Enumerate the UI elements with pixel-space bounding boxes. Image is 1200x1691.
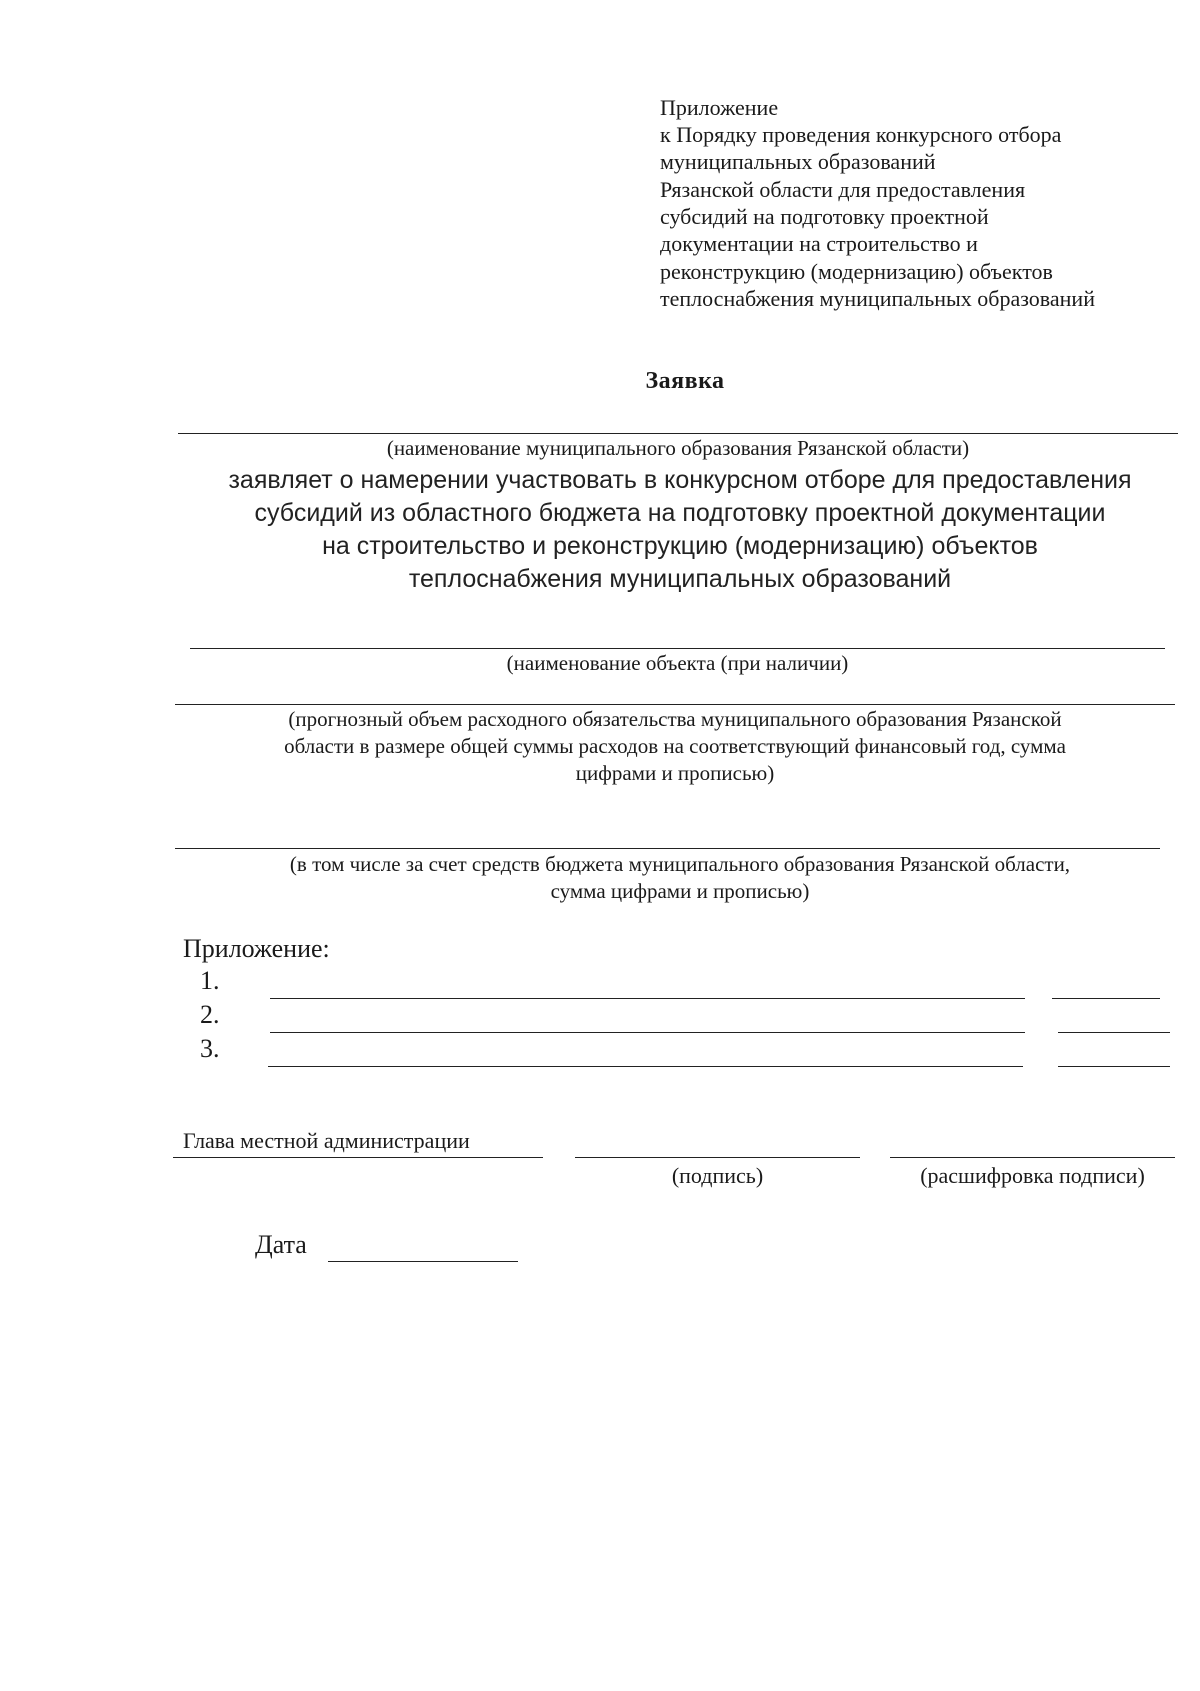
forecast-caption-line: цифрами и прописью) — [575, 761, 775, 785]
signature-line[interactable] — [575, 1157, 860, 1158]
date-line[interactable] — [328, 1261, 518, 1262]
header-line: субсидий на подготовку проектной — [660, 204, 989, 229]
header-line: муниципальных образований — [660, 149, 936, 174]
attachments-label: Приложение: — [183, 934, 330, 963]
signature-decoding-caption: (расшифровка подписи) — [920, 1163, 1145, 1188]
object-caption: (наименование объекта (при наличии) — [506, 651, 849, 675]
object-name-line[interactable] — [190, 648, 1165, 649]
attachment-2-pages-line[interactable] — [1058, 1032, 1170, 1033]
attachment-3-line[interactable] — [268, 1066, 1023, 1067]
municipality-name-line[interactable] — [178, 433, 1178, 434]
forecast-amount-line[interactable] — [175, 704, 1175, 705]
date-label: Дата — [255, 1230, 307, 1259]
attachment-1-line[interactable] — [270, 998, 1025, 999]
attachment-3-pages-line[interactable] — [1058, 1066, 1170, 1067]
header-line: документации на строительство и — [660, 231, 978, 256]
attachment-number: 2. — [200, 1000, 220, 1029]
attachment-number: 3. — [200, 1034, 220, 1063]
statement-line: субсидий из областного бюджета на подготовку проектной документации — [254, 499, 1106, 527]
budget-caption — [160, 851, 1200, 905]
header-line: теплоснабжения муниципальных образований — [660, 286, 1095, 311]
header-line: реконструкцию (модернизацию) объектов — [660, 259, 1053, 284]
header-line: Приложение — [660, 95, 779, 120]
header-line: Рязанской области для предоставления — [660, 177, 1026, 202]
attachment-1-pages-line[interactable] — [1052, 998, 1160, 999]
attachment-number: 1. — [200, 966, 220, 995]
municipality-caption: (наименование муниципального образования Рязанской области) — [386, 436, 970, 460]
statement-line: теплоснабжения муниципальных образований — [408, 565, 952, 593]
head-label-underline — [173, 1157, 543, 1158]
head-of-administration-label: Глава местной администрации — [183, 1128, 470, 1153]
header-line: к Порядку проведения конкурсного отбора — [660, 122, 1062, 147]
forecast-caption — [150, 706, 1200, 787]
budget-amount-line[interactable] — [175, 848, 1160, 849]
page-title: Заявка — [645, 368, 725, 394]
statement-paragraph — [160, 464, 1200, 596]
budget-caption-line: сумма цифрами и прописью) — [550, 879, 810, 903]
budget-caption-line: (в том числе за счет средств бюджета муниципального образования Рязанской области, — [289, 852, 1071, 876]
forecast-caption-line: области в размере общей суммы расходов на соответствующий финансовый год, сумма — [284, 734, 1066, 758]
signature-caption: (подпись) — [671, 1163, 764, 1188]
statement-line: заявляет о намерении участвовать в конкурсном отборе для предоставления — [228, 466, 1132, 494]
signature-decoding-line[interactable] — [890, 1157, 1175, 1158]
attachment-2-line[interactable] — [270, 1032, 1025, 1033]
forecast-caption-line: (прогнозный объем расходного обязательства муниципального образования Рязанской — [288, 707, 1062, 731]
statement-line: на строительство и реконструкцию (модернизацию) объектов — [322, 532, 1038, 560]
